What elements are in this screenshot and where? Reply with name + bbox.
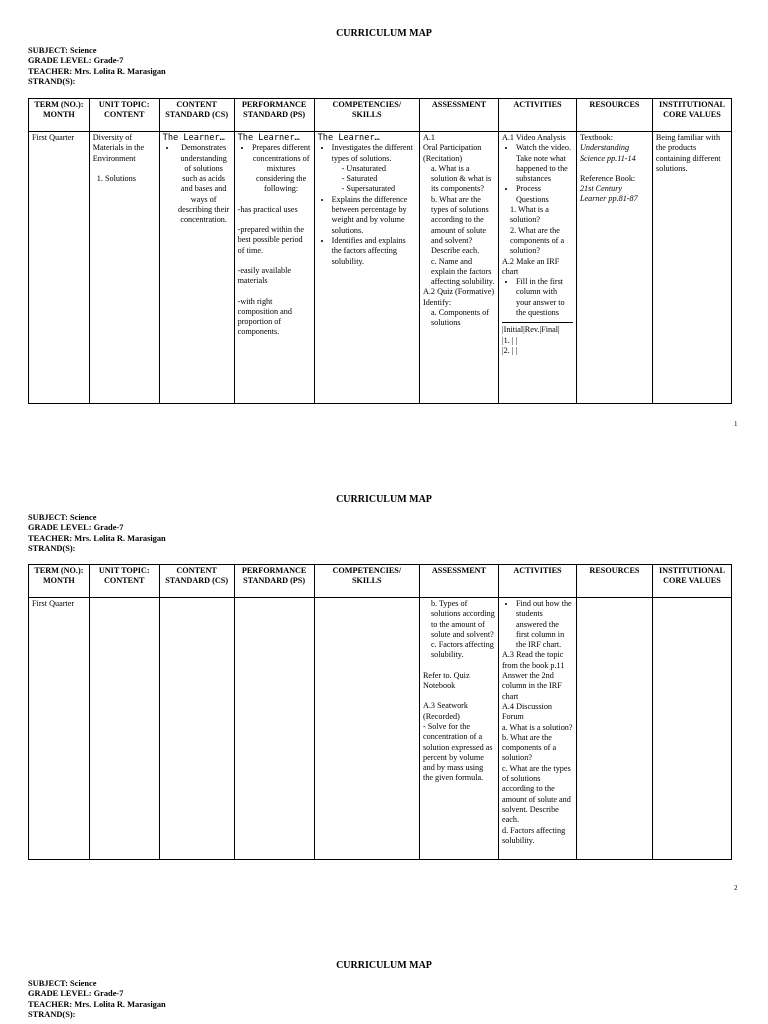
header-competencies: COMPETENCIES/ SKILLS <box>314 565 419 598</box>
activities-cell <box>498 132 576 404</box>
page1-title: CURRICULUM MAP <box>336 28 432 39</box>
page2-curriculum-table <box>28 564 732 860</box>
activity-question: 2. What are the components of a solution? <box>509 225 565 256</box>
grade-line: GRADE LEVEL: Grade-7 <box>28 523 124 533</box>
activity-bullet: • Watch the video. Take note what happened to the substances <box>516 143 573 184</box>
grade-line: GRADE LEVEL: Grade-7 <box>28 989 124 999</box>
header-term: TERM (NO.): MONTH <box>29 565 90 598</box>
assessment-a3: A.3 Seatwork (Recorded) <box>422 701 468 721</box>
teacher-line: TEACHER: Mrs. Lolita R. Marasigan <box>28 66 166 76</box>
header-assessment: ASSESSMENT <box>419 565 498 598</box>
core-values-cell <box>652 598 731 860</box>
header-unit: UNIT TOPIC: CONTENT <box>89 565 159 598</box>
header-unit: UNIT TOPIC: CONTENT <box>89 99 159 132</box>
unit-cell <box>89 598 159 860</box>
header-core-values: INSTITUTIONAL CORE VALUES <box>652 565 731 598</box>
strand-line: STRAND(S): <box>28 77 76 87</box>
teacher-line: TEACHER: Mrs. Lolita R. Marasigan <box>28 999 166 1009</box>
cs-cell <box>159 132 234 404</box>
assessment-oral: Oral Participation (Recitation) <box>422 143 482 163</box>
ps-cell <box>234 132 314 404</box>
assessment-a1: A.1 <box>422 133 436 142</box>
irf-row: |1. | | <box>501 335 518 345</box>
competency-item: • Explains the difference between percentage by weight and by volume solutions. <box>332 195 416 236</box>
ps-point: -with right composition and proportion of components. <box>237 296 292 337</box>
competency-sub: - Saturated <box>342 174 416 184</box>
strand-line: STRAND(S): <box>28 544 76 554</box>
assessment-item: b. What are the types of solutions according to the amount of solute and solvent? Describe each. <box>430 194 489 256</box>
ps-point: -has practical uses <box>237 204 298 214</box>
term-cell: First Quarter <box>29 132 90 404</box>
header-competencies: COMPETENCIES/ SKILLS <box>314 99 419 132</box>
irf-row: |Initial|Rev.|Final| <box>501 325 560 335</box>
assessment-item: b. Types of solutions according to the amount of solute and solvent? <box>430 599 495 639</box>
activity-a2: A.2 Make an IRF chart <box>501 256 560 276</box>
assessment-cell <box>419 598 498 860</box>
activity-question: b. What are the components of a solution? <box>501 732 557 763</box>
header-cs: CONTENT STANDARD (CS) <box>159 565 234 598</box>
learner-label: The Learner… <box>162 133 225 143</box>
ps-point: -easily available materials <box>237 265 292 286</box>
page2-meta <box>28 513 166 555</box>
cs-cell <box>159 598 234 860</box>
page3-meta <box>28 979 166 1021</box>
page-number: 2 <box>734 884 738 892</box>
assessment-item: c. Factors affecting solubility. <box>430 640 494 660</box>
header-core-values: INSTITUTIONAL CORE VALUES <box>652 99 731 132</box>
assessment-refer: Refer to. Quiz Notebook <box>422 670 470 691</box>
unit-topic: Diversity of Materials in the Environment <box>92 133 145 163</box>
competency-item: • Investigates the different types of solutions. - Unsaturated - Saturated - Supersaturated <box>332 143 416 194</box>
assessment-a2: A.2 Quiz (Formative) <box>422 287 495 297</box>
assessment-cell <box>419 132 498 404</box>
activity-bullet: • Process Questions <box>516 184 573 205</box>
competency-sub: - Unsaturated <box>342 164 416 174</box>
strand-line: STRAND(S): <box>28 1010 76 1020</box>
activity-question: d. Factors affecting solubility. <box>501 825 566 845</box>
page-number: 1 <box>734 420 738 428</box>
page3-title: CURRICULUM MAP <box>336 960 432 971</box>
learner-label: The Learner… <box>317 133 380 143</box>
ps-cell <box>234 598 314 860</box>
assessment-item: a. Components of solutions <box>430 308 489 328</box>
assessment-solve: - Solve for the concentration of a solution expressed as percent by volume and by mass using the given formula. <box>422 721 493 783</box>
activity-a1: A.1 Video Analysis <box>501 133 566 142</box>
resources-cell <box>576 598 652 860</box>
resource-textbook-label: Textbook: <box>579 133 614 142</box>
core-values-cell: Being familiar with the products containing different solutions. <box>652 132 731 404</box>
unit-item: 1. Solutions <box>96 173 136 183</box>
unit-cell <box>89 132 159 404</box>
header-resources: RESOURCES <box>576 99 652 132</box>
subject-line: SUBJECT: Science <box>28 513 97 522</box>
header-cs: CONTENT STANDARD (CS) <box>159 99 234 132</box>
resources-cell <box>576 132 652 404</box>
activity-a3: A.3 Read the topic from the book p.11 Answer the 2nd column in the IRF chart <box>501 650 565 701</box>
page1-curriculum-table <box>28 98 732 404</box>
competencies-cell <box>314 132 419 404</box>
activity-bullet: • Find out how the students answered the first column in the IRF chart. <box>516 599 573 650</box>
resource-textbook-title: Understanding Science pp.11-14 <box>579 143 636 163</box>
subject-line: SUBJECT: Science <box>28 979 97 988</box>
header-assessment: ASSESSMENT <box>419 99 498 132</box>
header-ps: PERFORMANCE STANDARD (PS) <box>234 565 314 598</box>
assessment-item: c. Name and explain the factors affecting solubility. <box>430 256 495 287</box>
activity-question: 1. What is a solution? <box>509 205 549 225</box>
assessment-identify: Identify: <box>422 297 452 307</box>
competency-item: • Identifies and explains the factors affecting solubility. <box>332 236 416 267</box>
activity-question: a. What is a solution? <box>501 722 573 732</box>
competencies-cell <box>314 598 419 860</box>
header-activities: ACTIVITIES <box>498 565 576 598</box>
header-ps: PERFORMANCE STANDARD (PS) <box>234 99 314 132</box>
irf-chart <box>502 322 573 356</box>
competency-sub: - Supersaturated <box>342 184 416 194</box>
assessment-item: a. What is a solution & what is its components? <box>430 163 492 194</box>
header-term: TERM (NO.): MONTH <box>29 99 90 132</box>
header-activities: ACTIVITIES <box>498 99 576 132</box>
activity-a4: A.4 Discussion Forum <box>501 701 553 722</box>
learner-label: The Learner… <box>237 133 300 143</box>
teacher-line: TEACHER: Mrs. Lolita R. Marasigan <box>28 533 166 543</box>
cs-bullet: • Demonstrates understanding of solutions such as acids and bases and ways of describing their concentration. <box>177 143 231 225</box>
irf-row: |2. | | <box>501 345 518 355</box>
resource-reference-label: Reference Book: <box>579 173 636 183</box>
page1-meta <box>28 46 166 88</box>
activity-question: c. What are the types of solutions according to the amount of solute and solvent. Describe each. <box>501 763 571 825</box>
page2-title: CURRICULUM MAP <box>336 494 432 505</box>
ps-point: -prepared within the best possible period of time. <box>237 225 304 255</box>
resource-reference-title: 21st Century Learner pp.81-87 <box>579 184 638 204</box>
ps-bullet: • Prepares different concentrations of mixtures considering the following: <box>252 143 311 194</box>
header-resources: RESOURCES <box>576 565 652 598</box>
grade-line: GRADE LEVEL: Grade-7 <box>28 56 124 66</box>
activity-bullet: • Fill in the first column with your answer to the questions <box>516 277 573 318</box>
activities-cell <box>498 598 576 860</box>
subject-line: SUBJECT: Science <box>28 46 97 55</box>
term-cell: First Quarter <box>29 598 90 860</box>
